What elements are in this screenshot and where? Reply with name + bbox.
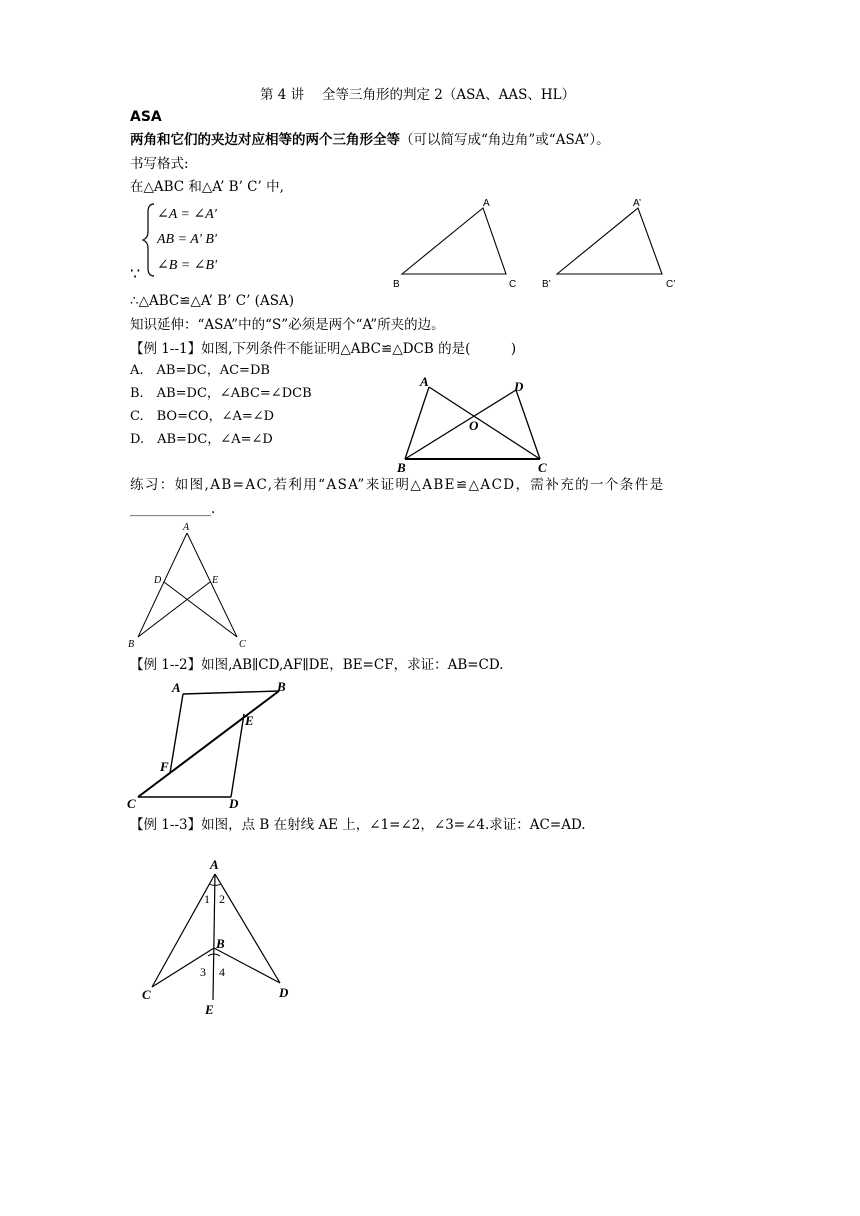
conclusion-line: ∴△ABC≌△A’ B’ C’ (ASA) bbox=[130, 293, 294, 309]
label-A: A bbox=[183, 522, 190, 533]
format-label: 书写格式: bbox=[130, 156, 189, 172]
label-D: D bbox=[229, 796, 239, 811]
label-E: E bbox=[245, 713, 254, 728]
label-A-prime: A’ bbox=[633, 198, 642, 209]
angle-2-label: 2 bbox=[219, 892, 225, 906]
label-B: B bbox=[128, 639, 135, 650]
example-1-1-figure bbox=[392, 372, 562, 477]
option-d: D. AB=DC，∠A=∠D bbox=[130, 432, 273, 447]
because-symbol: ∵ bbox=[130, 264, 141, 283]
label-D: D bbox=[279, 985, 289, 1000]
asa-rule-rest: （可以简写成“角边角”或“ASA”）。 bbox=[400, 132, 610, 148]
label-O: O bbox=[469, 418, 479, 433]
label-F: F bbox=[160, 759, 169, 774]
label-A: A bbox=[172, 680, 181, 695]
label-A: A bbox=[483, 198, 490, 209]
asa-rule-bold: 两角和它们的夹边对应相等的两个三角形全等 bbox=[130, 132, 400, 148]
asa-rule bbox=[130, 131, 610, 149]
congruent-triangles-figure bbox=[390, 195, 700, 295]
label-C: C bbox=[127, 796, 136, 811]
label-A: A bbox=[420, 374, 429, 389]
option-a: A. AB=DC，AC=DB bbox=[130, 363, 270, 378]
example-1-3-stem: 【例 1--3】如图，点 B 在射线 AE 上，∠1=∠2，∠3=∠4.求证：AC=AD. bbox=[130, 817, 586, 833]
practice-figure bbox=[124, 520, 254, 655]
label-B: B bbox=[216, 936, 225, 951]
label-C: C bbox=[239, 639, 246, 650]
example-1-2-stem: 【例 1--2】如图,AB∥CD,AF∥DE，BE=CF，求证：AB=CD. bbox=[130, 657, 504, 673]
example-1-2-figure bbox=[124, 677, 294, 812]
label-E: E bbox=[205, 1002, 214, 1017]
knowledge-extension: 知识延伸：“ASA”中的“S”必须是两个“A”所夹的边。 bbox=[130, 317, 445, 333]
section-heading: ASA bbox=[130, 109, 162, 125]
label-C-prime: C’ bbox=[666, 279, 676, 290]
label-C: C bbox=[538, 460, 547, 475]
angle-1-label: 1 bbox=[204, 892, 210, 906]
label-B: B bbox=[397, 460, 406, 475]
example-1-1-stem: 【例 1--1】如图,下列条件不能证明△ABC≌△DCB 的是( ) bbox=[130, 341, 517, 357]
option-c: C. BO=CO，∠A=∠D bbox=[130, 409, 275, 424]
condition-3: ∠B = ∠B' bbox=[157, 258, 218, 273]
label-D: D bbox=[154, 575, 162, 586]
practice-answer-blank: ____________. bbox=[130, 501, 216, 517]
option-b: B. AB=DC，∠ABC=∠DCB bbox=[130, 386, 312, 401]
in-triangles-line: 在△ABC 和△A’ B’ C’ 中, bbox=[130, 179, 284, 195]
page-title: 第 4 讲 全等三角形的判定 2（ASA、AAS、HL） bbox=[260, 87, 576, 103]
label-C: C bbox=[509, 279, 517, 290]
label-B: B bbox=[277, 679, 286, 694]
angle-3-label: 3 bbox=[200, 965, 206, 979]
label-B: B bbox=[393, 279, 400, 290]
practice-line-1: 练习：如图,AB=AC,若利用“ASA”来证明△ABE≌△ACD，需补充的一个条件是 bbox=[130, 477, 665, 493]
angle-4-label: 4 bbox=[219, 965, 225, 979]
example-1-3-figure bbox=[140, 852, 300, 1022]
label-B-prime: B’ bbox=[542, 279, 551, 290]
label-C: C bbox=[142, 987, 151, 1002]
label-D: D bbox=[514, 379, 524, 394]
condition-1: ∠A = ∠A' bbox=[157, 207, 217, 222]
label-A: A bbox=[210, 857, 219, 872]
label-E: E bbox=[212, 575, 219, 586]
condition-2: AB = A' B' bbox=[157, 232, 217, 247]
